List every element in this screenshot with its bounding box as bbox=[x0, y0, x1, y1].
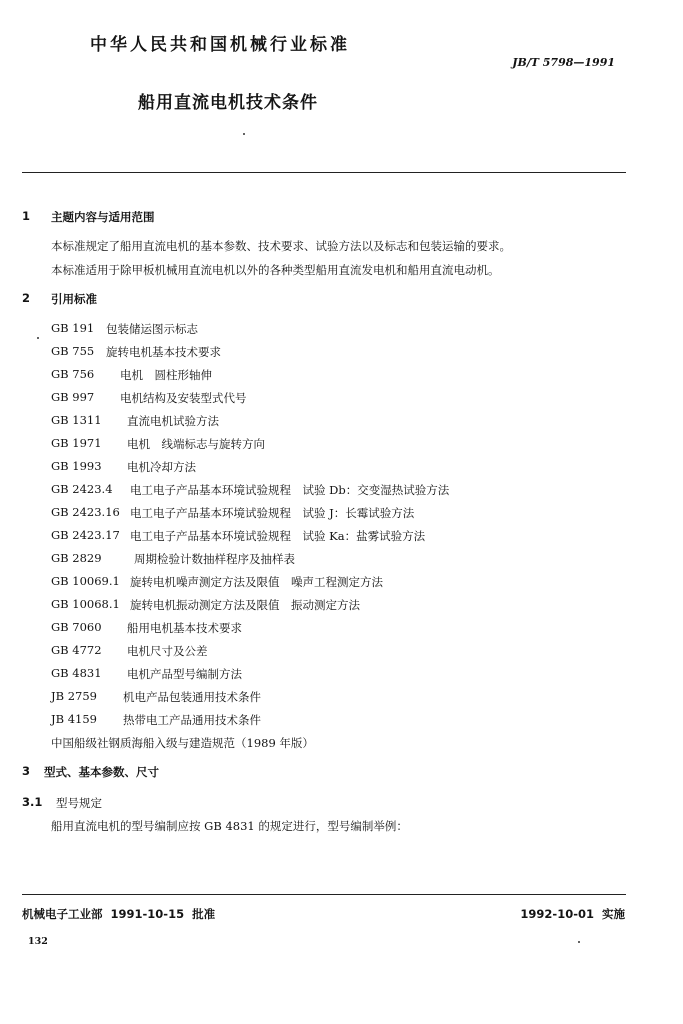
reference-code: GB 10069.1 bbox=[51, 574, 120, 588]
section-2-title: 引用标准 bbox=[51, 292, 97, 306]
section-1-paragraph-2: 本标准适用于除甲板机械用直流电机以外的各种类型船用直流发电机和船用直流电动机。 bbox=[51, 263, 500, 277]
reference-code: JB 4159 bbox=[51, 712, 97, 726]
issue-label: 批准 bbox=[192, 907, 216, 921]
reference-title: 电工电子产品基本环境试验规程 试验 J：长霉试验方法 bbox=[130, 506, 415, 520]
section-1-number: 1 bbox=[22, 209, 31, 223]
reference-code: GB 2423.17 bbox=[51, 528, 120, 542]
section-3-1-paragraph: 船用直流电机的型号编制应按 GB 4831 的规定进行，型号编制举例： bbox=[51, 819, 408, 833]
section-1-title: 主题内容与适用范围 bbox=[51, 210, 155, 224]
reference-title: 热带电工产品通用技术条件 bbox=[123, 713, 261, 727]
issue-date: 1991-10-15 bbox=[110, 907, 185, 921]
effective-line bbox=[520, 906, 625, 922]
extra-reference: 中国船级社钢质海船入级与建造规范（1989 年版） bbox=[51, 736, 314, 750]
reference-title: 直流电机试验方法 bbox=[127, 414, 219, 428]
reference-title: 电机产品型号编制方法 bbox=[127, 667, 242, 681]
reference-title: 旋转电机基本技术要求 bbox=[106, 345, 221, 359]
reference-title: 包装储运图示标志 bbox=[106, 322, 198, 336]
reference-title: 旋转电机振动测定方法及限值 振动测定方法 bbox=[130, 598, 360, 612]
document-title: 船用直流电机技术条件 bbox=[138, 93, 318, 113]
approval-line bbox=[22, 906, 215, 922]
reference-code: GB 4831 bbox=[51, 666, 102, 680]
reference-title: 周期检验计数抽样程序及抽样表 bbox=[134, 552, 295, 566]
reference-title: 旋转电机噪声测定方法及限值 噪声工程测定方法 bbox=[130, 575, 383, 589]
issuer: 机械电子工业部 bbox=[22, 907, 103, 921]
standard-code: JB/T 5798—1991 bbox=[512, 56, 615, 69]
industry-standard-heading: 中华人民共和国机械行业标准 bbox=[90, 35, 350, 55]
reference-code: GB 755 bbox=[51, 344, 95, 358]
reference-code: GB 2829 bbox=[51, 551, 102, 565]
reference-title: 船用电机基本技术要求 bbox=[127, 621, 242, 635]
reference-code: GB 4772 bbox=[51, 643, 102, 657]
scan-speck bbox=[578, 941, 580, 943]
section-3-1-number: 3.1 bbox=[22, 795, 43, 809]
reference-title: 电机 线端标志与旋转方向 bbox=[127, 437, 265, 451]
reference-title: 电机尺寸及公差 bbox=[127, 644, 208, 658]
reference-code: JB 2759 bbox=[51, 689, 97, 703]
reference-code: GB 756 bbox=[51, 367, 95, 381]
section-3-number: 3 bbox=[22, 764, 31, 778]
page-number: 132 bbox=[28, 936, 48, 947]
reference-code: GB 1311 bbox=[51, 413, 102, 427]
effective-label: 实施 bbox=[602, 907, 625, 921]
reference-code: GB 191 bbox=[51, 321, 95, 335]
section-3-title: 型式、基本参数、尺寸 bbox=[44, 765, 159, 779]
reference-title: 电机 圆柱形轴伸 bbox=[120, 368, 212, 382]
reference-code: GB 1993 bbox=[51, 459, 102, 473]
bottom-rule bbox=[22, 894, 626, 895]
reference-title: 电工电子产品基本环境试验规程 试验 Ka：盐雾试验方法 bbox=[130, 529, 426, 543]
reference-title: 电工电子产品基本环境试验规程 试验 Db：交变湿热试验方法 bbox=[130, 483, 450, 497]
reference-code: GB 997 bbox=[51, 390, 95, 404]
scan-speck bbox=[243, 133, 245, 135]
reference-code: GB 7060 bbox=[51, 620, 102, 634]
section-3-1-title: 型号规定 bbox=[56, 796, 102, 810]
reference-code: GB 10068.1 bbox=[51, 597, 120, 611]
effective-date: 1992-10-01 bbox=[520, 907, 594, 921]
reference-title: 电机结构及安装型式代号 bbox=[120, 391, 247, 405]
section-2-number: 2 bbox=[22, 291, 31, 305]
reference-code: GB 2423.4 bbox=[51, 482, 113, 496]
reference-title: 机电产品包装通用技术条件 bbox=[123, 690, 261, 704]
reference-code: GB 1971 bbox=[51, 436, 102, 450]
section-1-paragraph-1: 本标准规定了船用直流电机的基本参数、技术要求、试验方法以及标志和包装运输的要求。 bbox=[51, 239, 511, 253]
reference-code: GB 2423.16 bbox=[51, 505, 120, 519]
top-rule bbox=[22, 172, 626, 173]
reference-title: 电机冷却方法 bbox=[127, 460, 196, 474]
scan-speck bbox=[37, 337, 39, 339]
